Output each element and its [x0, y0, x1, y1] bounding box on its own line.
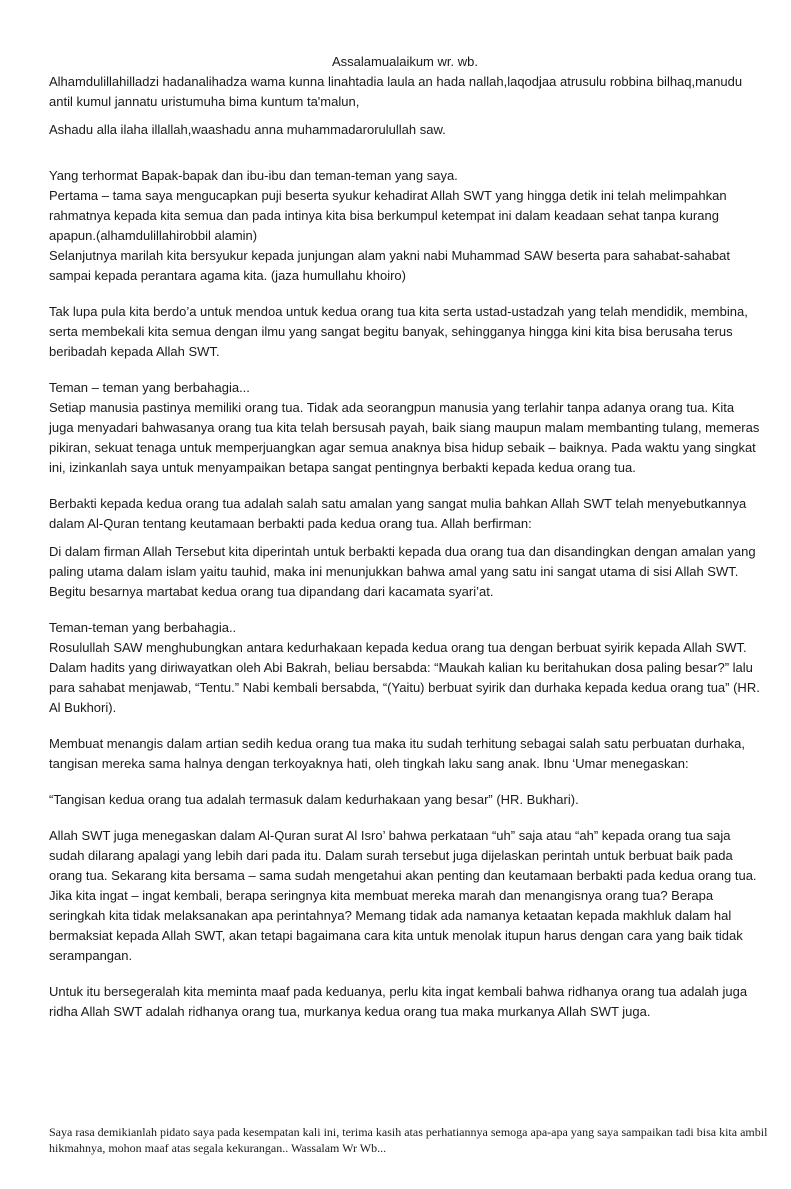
birrul-walidain-paragraph: Berbakti kepada kedua orang tua adalah salah satu amalan yang sangat mulia bahkan Allah SWT telah menyebutkannya dalam Al-Quran tentang keutamaan berbakti pada kedua orang tua. Allah berfirman:	[49, 496, 747, 531]
hadith-paragraph: Rosulullah SAW menghubungkan antara kedurhakaan kepada kedua orang tua dengan berbuat syirik kepada Allah SWT. Dalam hadits yang diriwayatkan oleh Abi Bakrah, beliau bersabda: “Maukah kalian ku beritahukan dosa paling besar?” lalu para sahabat menjawab, “Tentu.” Nabi kembali bersabda, “(Yaitu) berbuat syirik dan durhaka kepada kedua orang tua” (HR. Al Bukhori).	[49, 640, 760, 715]
salawat-paragraph: Selanjutnya marilah kita bersyukur kepada junjungan alam yakni nabi Muhammad SAW beserta para sahabat-sahabat sampai kepada perantara agama kita. (jaza humullahu khoiro)	[49, 248, 730, 283]
salutation-friends: Teman – teman yang berbahagia...	[49, 380, 250, 395]
greeting-title: Assalamualaikum wr. wb.	[332, 54, 478, 69]
parents-importance-paragraph: Setiap manusia pastinya memiliki orang tua. Tidak ada seorangpun manusia yang terlahir tanpa adanya orang tua. Kita juga menyadari bahwasanya orang tua kita telah bersusah payah, baik siang maupun malam membanting tulang, memeras pikiran, sekuat tenaga untuk memperjuangkan agar semua anaknya bisa hidup sebaik – baiknya. Pada waktu yang singkat ini, izinkanlah saya untuk menyampaikan betapa sangat pentingnya berbakti kepada kedua orang tua.	[49, 400, 760, 475]
address-line: Yang terhormat Bapak-bapak dan ibu-ibu dan teman-teman yang saya.	[49, 168, 458, 183]
prayer-for-parents-paragraph: Tak lupa pula kita berdo’a untuk mendoa untuk kedua orang tua kita serta ustad-ustadzah yang telah mendidik, membina, serta membekali kita semua dengan ilmu yang sangat begitu banyak, sehingganya hingga kini kita bisa berusaha terus beribadah kepada Allah SWT.	[49, 304, 748, 359]
document-body	[49, 52, 761, 1022]
opening-prayer: Alhamdulillahilladzi hadanalihadza wama kunna linahtadia laula an hada nallah,laqodjaa atrusulu robbina bilhaq,manudu antil kumul jannatu uristumuha bima kuntum ta'malun,	[49, 74, 743, 109]
salutation-friends-2: Teman-teman yang berbahagia..	[49, 620, 237, 635]
ibnu-umar-quote: “Tangisan kedua orang tua adalah termasuk dalam kedurhakaan yang besar” (HR. Bukhari).	[49, 792, 579, 807]
apology-paragraph: Untuk itu bersegeralah kita meminta maaf pada keduanya, perlu kita ingat kembali bahwa ridhanya orang tua adalah juga ridha Allah SWT adalah ridhanya orang tua, murkanya kedua orang tua maka murkanya Allah SWT juga.	[49, 984, 748, 1019]
crying-parents-paragraph: Membuat menangis dalam artian sedih kedua orang tua maka itu sudah terhitung sebagai salah satu perbuatan durhaka, tangisan mereka sama halnya dengan terkoyaknya hati, oleh tingkah laku sang anak. Ibnu ‘Umar menegaskan:	[49, 736, 745, 771]
shahada: Ashadu alla ilaha illallah,waashadu anna muhammadarorulullah saw.	[49, 122, 446, 137]
al-isro-paragraph: Allah SWT juga menegaskan dalam Al-Quran surat Al Isro’ bahwa perkataan “uh” saja atau “ah” kepada orang tua saja sudah dilarang apalagi yang lebih dari pada itu. Dalam surah tersebut juga dijelaskan perintah untuk berbuat baik pada orang tua. Sekarang kita bersama – sama sudah mengetahui akan penting dan keutamaan berbakti pada kedua orang tua. Jika kita ingat – ingat kembali, berapa seringnya kita membuat mereka marah dan menangisnya orang tua? Berapa seringkah kita tidak melaksanakan apa perintahnya? Memang tidak ada namanya ketaatan kepada makhluk dalam hal bermaksiat kepada Allah SWT, akan tetapi bagaimana cara kita untuk menolak itupun harus dengan cara yang baik tidak serampangan.	[49, 828, 757, 963]
gratitude-paragraph: Pertama – tama saya mengucapkan puji beserta syukur kehadirat Allah SWT yang hingga detik ini telah melimpahkan rahmatnya kepada kita semua dan pada intinya kita bisa berkumpul ketempat ini dalam keadaan sehat tanpa kurang apapun.(alhamdulillahirobbil alamin)	[49, 188, 727, 243]
tauhid-paragraph: Di dalam firman Allah Tersebut kita diperintah untuk berbakti kepada dua orang tua dan disandingkan dengan amalan yang paling utama dalam islam yaitu tauhid, maka ini menunjukkan bahwa amal yang satu ini sangat utama di sisi Allah SWT. Begitu besarnya martabat kedua orang tua dipandang dari kacamata syari’at.	[49, 544, 756, 599]
closing-remarks: Saya rasa demikianlah pidato saya pada kesempatan kali ini, terima kasih atas perhatiannya semoga apa-apa yang saya sampaikan tadi bisa kita ambil hikmahnya, mohon maaf atas segala kekurangan.. Wassalam Wr Wb...	[49, 1125, 768, 1155]
